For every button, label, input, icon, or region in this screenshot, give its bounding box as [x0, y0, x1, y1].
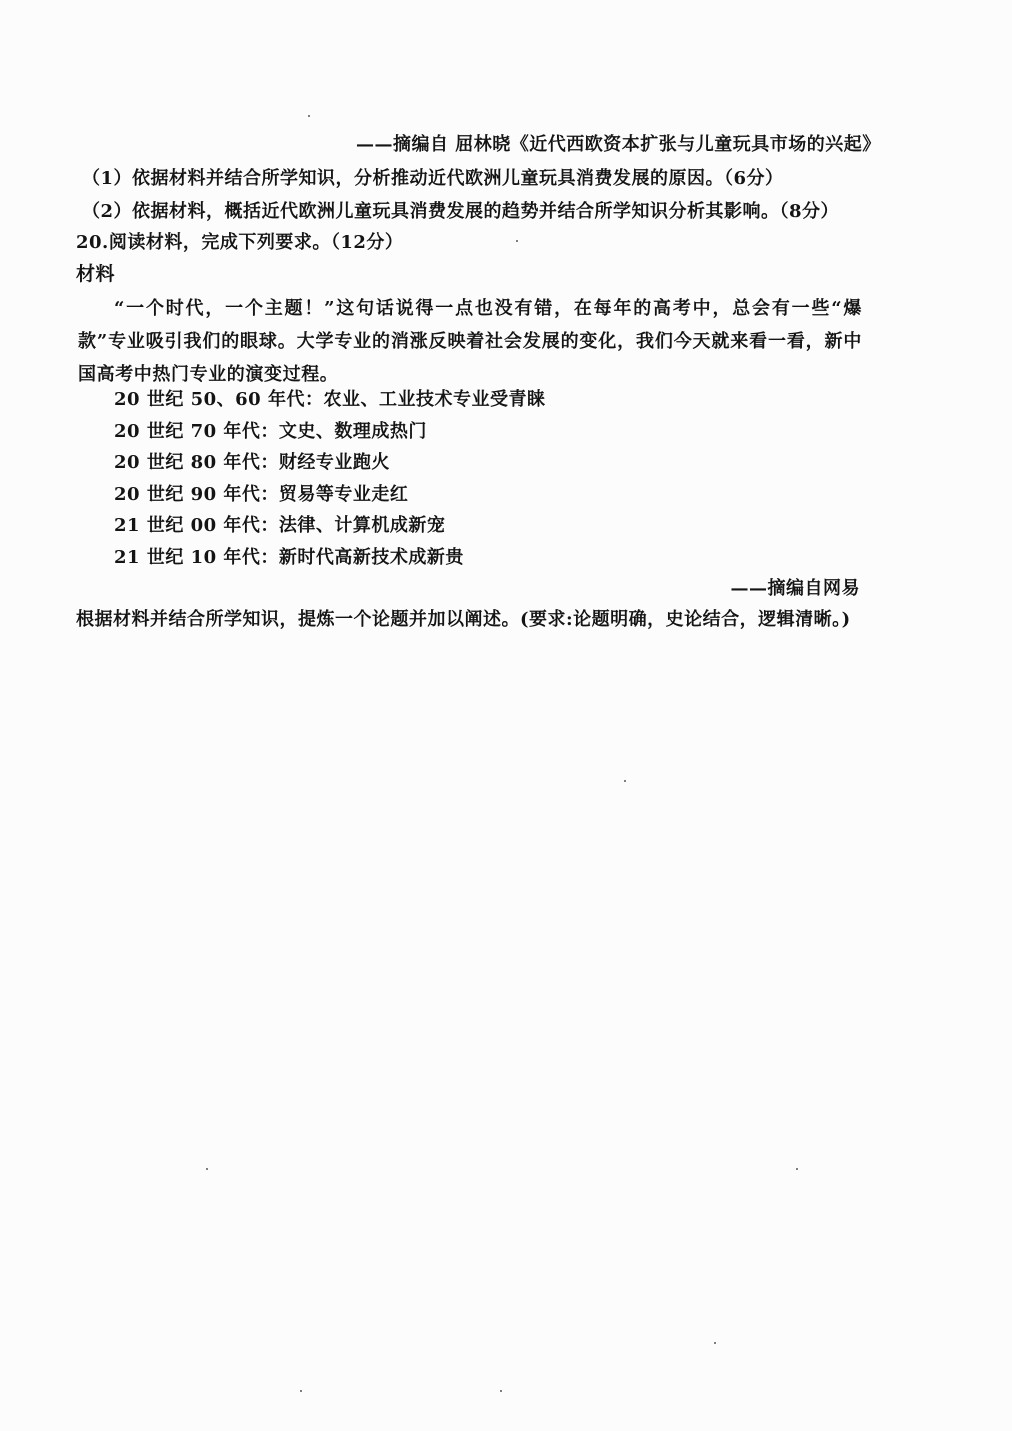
- scan-speck: [500, 1390, 502, 1392]
- question-20-task: 根据材料并结合所学知识，提炼一个论题并加以阐述。(要求:论题明确，史论结合，逻辑清晰。): [76, 609, 851, 630]
- scan-speck: [714, 1342, 716, 1344]
- material-source-netease: ——摘编自网易: [730, 578, 860, 599]
- material-source-citation: ——摘编自 屈林晓《近代西欧资本扩张与儿童玩具市场的兴起》: [356, 134, 881, 155]
- scan-speck: [300, 1390, 302, 1392]
- question-19-part-1: （1）依据材料并结合所学知识，分析推动近代欧洲儿童玩具消费发展的原因。（6分）: [82, 168, 784, 189]
- era-item: 20 世纪 70 年代：文史、数理成热门: [114, 420, 427, 442]
- era-item: 20 世纪 80 年代：财经专业跑火: [114, 452, 390, 473]
- material-heading: 材料: [76, 263, 116, 285]
- scan-speck: [206, 1168, 208, 1170]
- era-item: 20 世纪 50、60 年代：农业、工业技术专业受青睐: [114, 389, 546, 410]
- era-item: 21 世纪 10 年代：新时代高新技术成新贵: [114, 546, 464, 568]
- scan-speck: [516, 240, 518, 242]
- scan-speck: [308, 115, 310, 117]
- scan-speck: [796, 1168, 798, 1170]
- era-list: [114, 384, 545, 573]
- question-19-part-2: （2）依据材料，概括近代欧洲儿童玩具消费发展的趋势并结合所学知识分析其影响。（8分）: [82, 201, 840, 222]
- era-item: 21 世纪 00 年代：法律、计算机成新宠: [114, 515, 446, 536]
- question-20-prompt: 20.阅读材料，完成下列要求。（12分）: [76, 232, 404, 253]
- scan-speck: [624, 780, 626, 782]
- material-paragraph: “一个时代，一个主题！”这句话说得一点也没有错，在每年的高考中，总会有一些“爆款”专业吸引我们的眼球。大学专业的消涨反映着社会发展的变化，我们今天就来看一看，新中国高考中热门专业的演变过程。: [78, 298, 862, 385]
- era-item: 20 世纪 90 年代：贸易等专业走红: [114, 483, 409, 505]
